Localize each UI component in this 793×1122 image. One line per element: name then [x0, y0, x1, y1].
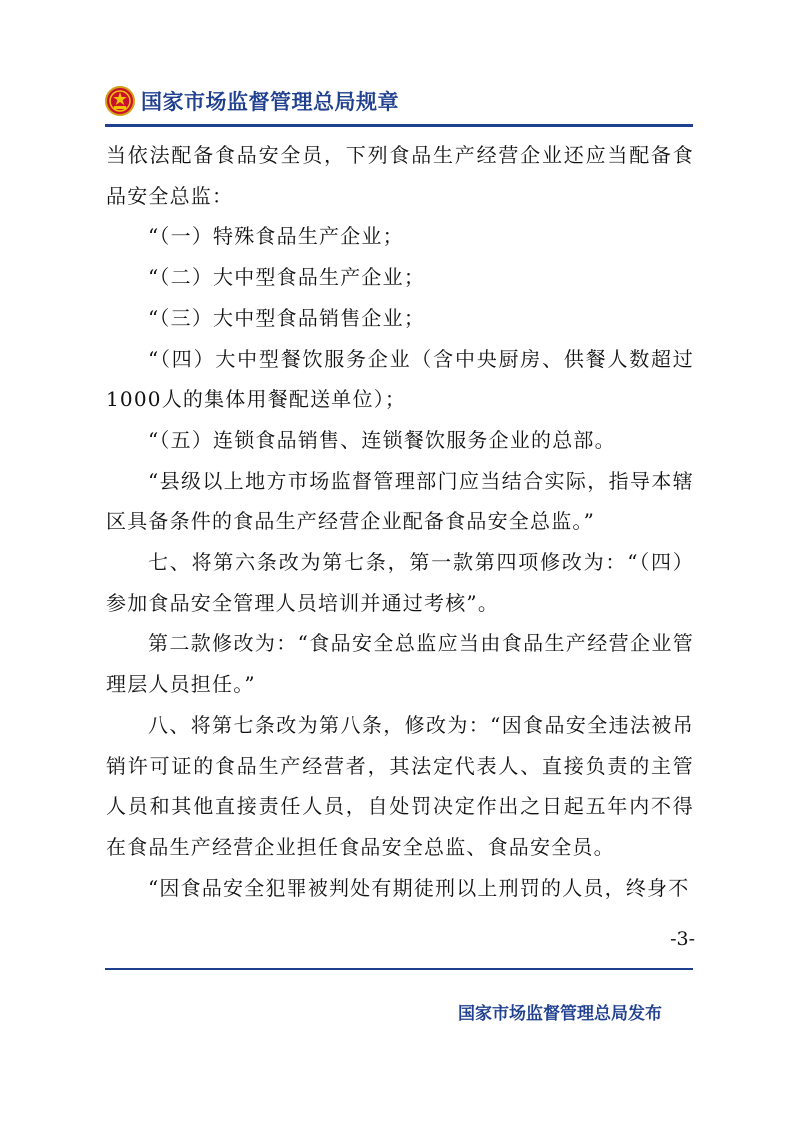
national-emblem-icon	[105, 86, 135, 116]
paragraph-4: “（三）大中型食品销售企业；	[148, 305, 426, 330]
paragraph-2: “（一）特殊食品生产企业；	[148, 224, 404, 249]
paragraph-9: 第二款修改为：“食品安全总监应当由食品生产经营企业管理层人员担任。”	[106, 631, 694, 697]
document-body	[106, 135, 694, 908]
paragraph-5: “（四）大中型餐饮服务企业（含中央厨房、供餐人数超过1000人的集体用餐配送单位）；	[106, 346, 694, 412]
paragraph-11: “因食品安全犯罪被判处有期徒刑以上刑罚的人员，终身不	[148, 875, 690, 900]
paragraph-6: “（五）连锁食品销售、连锁餐饮服务企业的总部。	[148, 427, 616, 452]
paragraph-3: “（二）大中型食品生产企业；	[148, 265, 426, 290]
footer-divider	[105, 968, 693, 970]
page-number: -3-	[670, 928, 695, 950]
paragraph-7: “县级以上地方市场监督管理部门应当结合实际，指导本辖区具备条件的食品生产经营企业配备食品安全总监。”	[106, 468, 694, 534]
document-header	[105, 86, 399, 116]
paragraph-10: 八、将第七条改为第八条，修改为：“因食品安全违法被吊销许可证的食品生产经营者，其法定代表人、直接负责的主管人员和其他直接责任人员，自处罚决定作出之日起五年内不得在食品生产经营企业担任食品安全总监、食品安全员。	[106, 712, 694, 859]
header-divider	[105, 124, 693, 127]
paragraph-1: 当依法配备食品安全员，下列食品生产经营企业还应当配备食品安全总监：	[106, 143, 694, 208]
paragraph-8: 七、将第六条改为第七条，第一款第四项修改为：“（四）参加食品安全管理人员培训并通过考核”。	[106, 550, 694, 615]
header-title: 国家市场监督管理总局规章	[141, 90, 399, 114]
footer-publisher: 国家市场监督管理总局发布	[458, 1004, 662, 1024]
